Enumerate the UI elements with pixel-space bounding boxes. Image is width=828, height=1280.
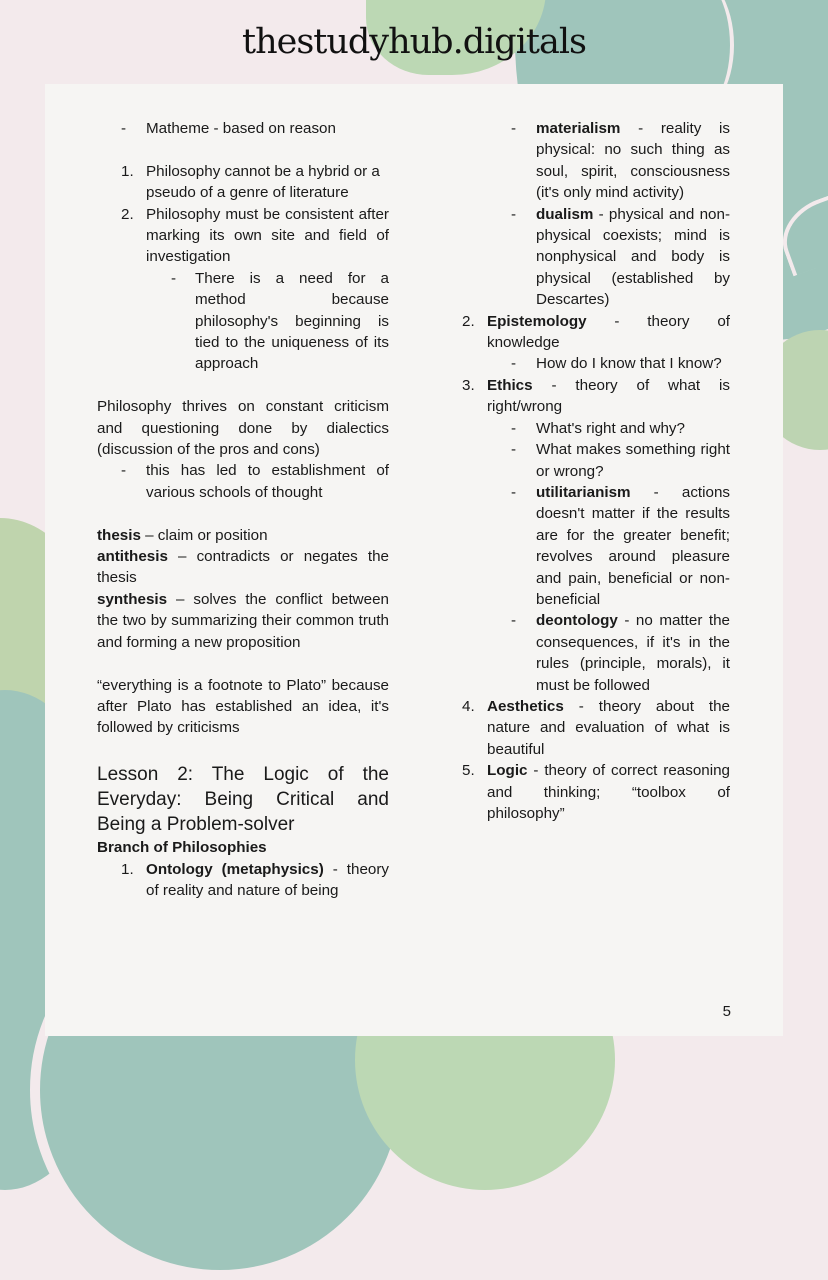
bullet-item: - this has led to establishment of various schools of thought bbox=[97, 460, 389, 503]
section-heading: Branch of Philosophies bbox=[97, 839, 267, 857]
definition-synthesis: synthesis – solves the conflict between the two by summarizing their common truth and forming a new proposition bbox=[97, 590, 389, 651]
numbered-item: 2. Philosophy must be consistent after marking its own site and field of investigation bbox=[121, 205, 389, 266]
bullet-item: - utilitarianism - actions doesn't matter if the results are for the greater benefit; revolves around pleasure and pain, beneficial or non-beneficial bbox=[459, 482, 730, 610]
bullet-item: - Matheme - based on reason bbox=[97, 118, 389, 139]
dash-bullet: - bbox=[511, 419, 517, 437]
bullet-item: - How do I know that I know? bbox=[459, 353, 730, 374]
dash-bullet: - bbox=[121, 462, 127, 480]
notes-page bbox=[45, 84, 783, 1036]
dash-bullet: - bbox=[511, 120, 517, 137]
numbered-item: 1. Philosophy cannot be a hybrid or a pseudo of a genre of literature bbox=[121, 162, 380, 202]
dash-bullet: - bbox=[511, 441, 517, 459]
site-title: thestudyhub.digitals bbox=[242, 22, 586, 62]
paragraph: “everything is a footnote to Plato” because after Plato has established an idea, it's followed by criticisms bbox=[97, 676, 389, 737]
paragraph: Philosophy thrives on constant criticism and questioning done by dialectics (discussion of the pros and cons) bbox=[97, 398, 389, 459]
numbered-item: 1. Ontology (metaphysics) - theory of reality and nature of being bbox=[121, 860, 389, 899]
dash-bullet: - bbox=[511, 483, 517, 501]
numbered-item: 5. Logic - theory of correct reasoning and thinking; “toolbox of philosophy” bbox=[462, 762, 730, 822]
numbered-item: 3. Ethics - theory of what is right/wrong bbox=[462, 376, 730, 416]
dash-bullet: - bbox=[171, 269, 177, 287]
right-column bbox=[459, 118, 730, 824]
bullet-item: - deontology - no matter the consequences, if it's in the rules (principle, morals), it must be followed bbox=[459, 610, 730, 696]
left-column bbox=[97, 118, 389, 901]
dash-bullet: - bbox=[511, 355, 517, 373]
dash-bullet: - bbox=[121, 120, 127, 137]
bullet-item: - What's right and why? bbox=[459, 418, 730, 439]
numbered-item: 2. Epistemology - theory of knowledge bbox=[462, 312, 730, 352]
bullet-item: - What makes something right or wrong? bbox=[459, 439, 730, 482]
numbered-item: 4. Aesthetics - theory about the nature and evaluation of what is beautiful bbox=[462, 697, 730, 758]
dash-bullet: - bbox=[511, 612, 517, 630]
definition-thesis: thesis – claim or position bbox=[97, 526, 268, 544]
page-number: 5 bbox=[722, 1003, 731, 1020]
definition-antithesis: antithesis – contradicts or negates the thesis bbox=[97, 548, 389, 587]
bullet-item: - dualism - physical and non-physical coexists; mind is nonphysical and body is physical (established by Descartes) bbox=[459, 204, 730, 311]
dash-bullet: - bbox=[511, 205, 517, 223]
bullet-item: - There is a need for a method because philosophy's beginning is tied to the uniqueness of its approach bbox=[97, 268, 389, 375]
bullet-item: - materialism - reality is physical: no such thing as soul, spirit, consciousness (it's only mind activity) bbox=[459, 118, 730, 204]
lesson-title: Lesson 2: The Logic of the Everyday: Being Critical and Being a Problem-solver bbox=[97, 764, 389, 836]
